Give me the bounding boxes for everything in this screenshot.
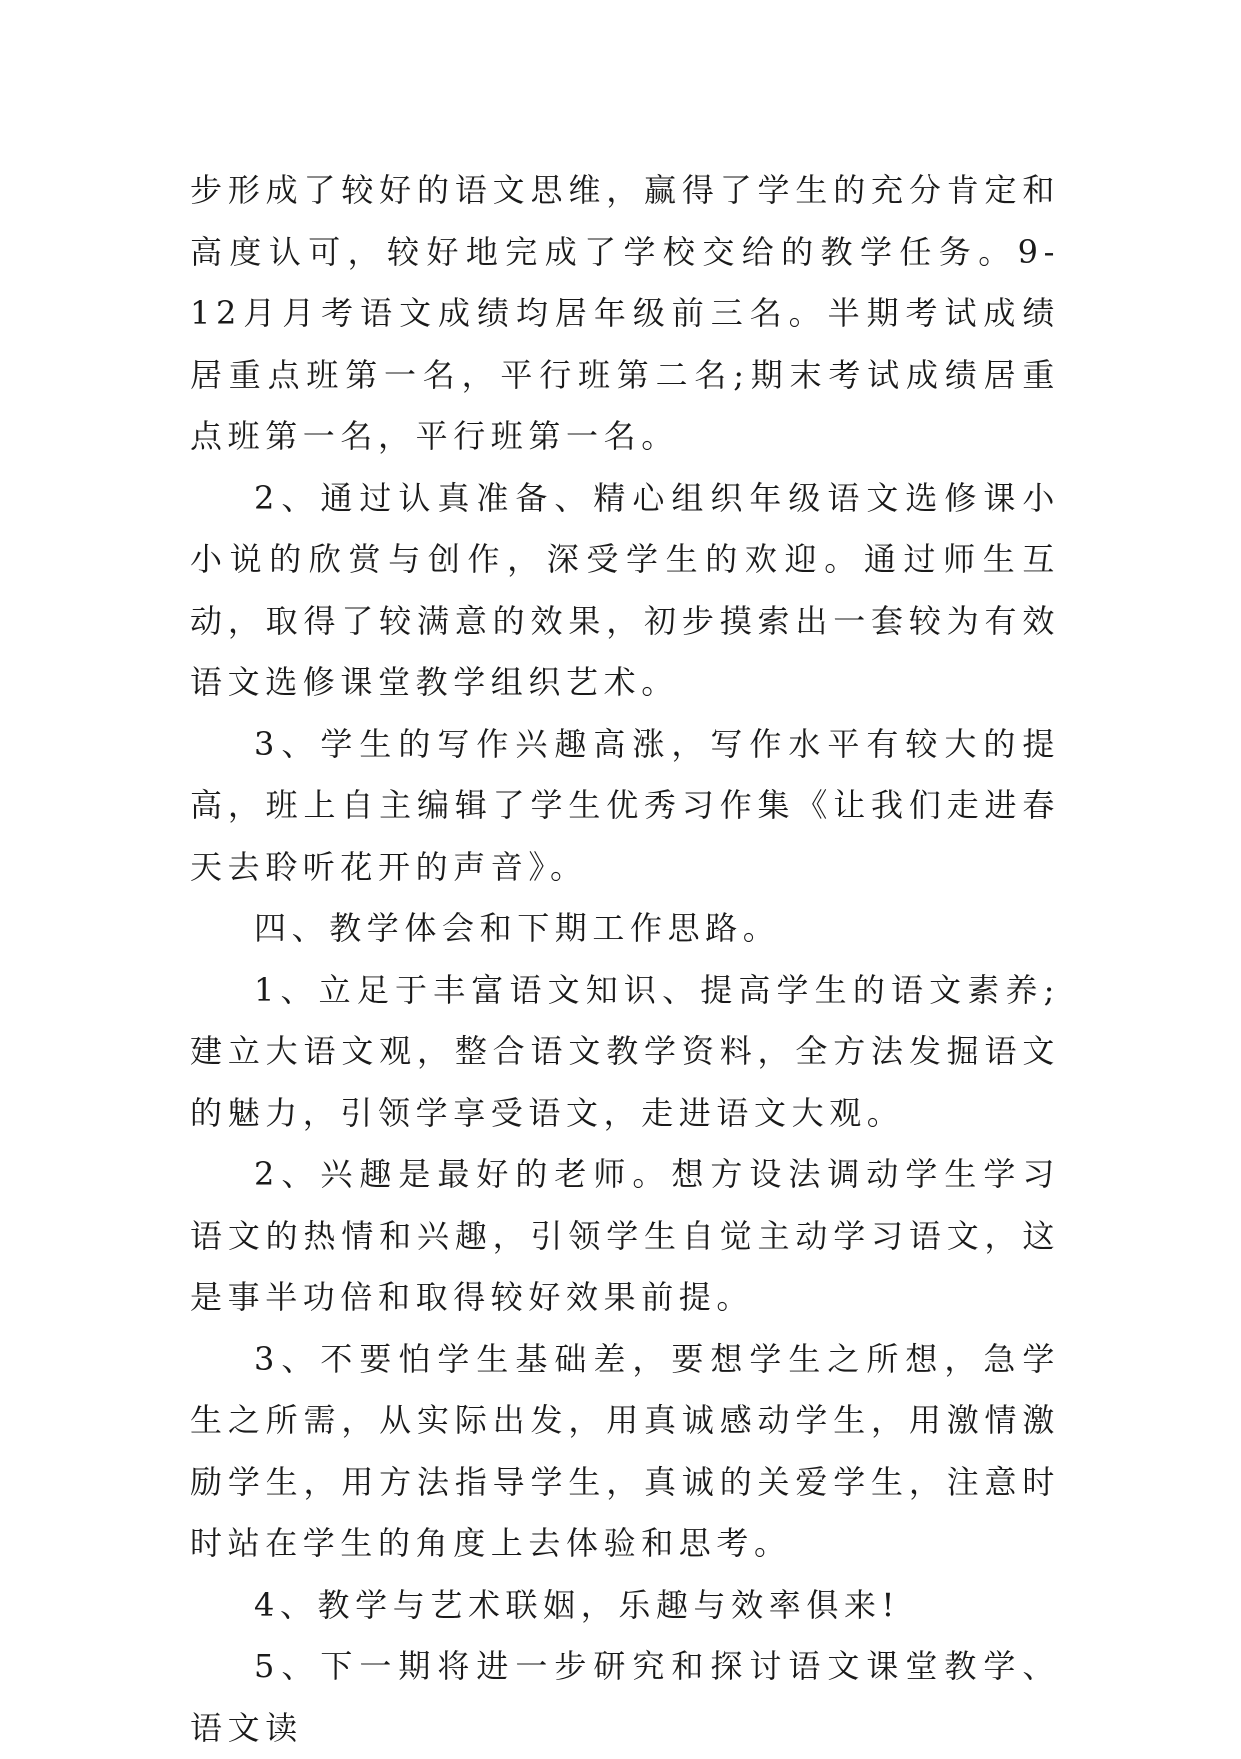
paragraph-6: 2、兴趣是最好的老师。想方设法调动学生学习语文的热情和兴趣，引领学生自觉主动学习语文，这是事半功倍和取得较好效果前提。: [190, 1155, 1060, 1316]
paragraph-7: 3、不要怕学生基础差，要想学生之所想，急学生之所需，从实际出发，用真诚感动学生，用激情激励学生，用方法指导学生，真诚的关爱学生，注意时时站在学生的角度上去体验和思考。: [190, 1339, 1060, 1562]
section-heading-4: 四、教学体会和下期工作思路。: [254, 909, 781, 947]
paragraph-3: 3、学生的写作兴趣高涨，写作水平有较大的提高，班上自主编辑了学生优秀习作集《让我们走进春天去聆听花开的声音》。: [190, 724, 1060, 886]
paragraph-5: 1、立足于丰富语文知识、提高学生的语文素养;建立大语文观，整合语文教学资料，全方法发掘语文的魅力，引领学享受语文，走进语文大观。: [190, 970, 1060, 1132]
document-body: [190, 160, 1060, 1759]
paragraph-1: 步形成了较好的语文思维，赢得了学生的充分肯定和高度认可，较好地完成了学校交给的教学任务。9-12月月考语文成绩均居年级前三名。半期考试成绩居重点班第一名，平行班第二名;期末考试成绩居重点班第一名，平行班第一名。: [190, 171, 1060, 455]
paragraph-2: 2、通过认真准备、精心组织年级语文选修课小小说的欣赏与创作，深受学生的欢迎。通过师生互动，取得了较满意的效果，初步摸索出一套较为有效语文选修课堂教学组织艺术。: [190, 478, 1060, 701]
paragraph-8: 4、教学与艺术联姻，乐趣与效率俱来!: [254, 1585, 901, 1624]
paragraph-9: 5、下一期将进一步研究和探讨语文课堂教学、语文读: [190, 1647, 1060, 1747]
